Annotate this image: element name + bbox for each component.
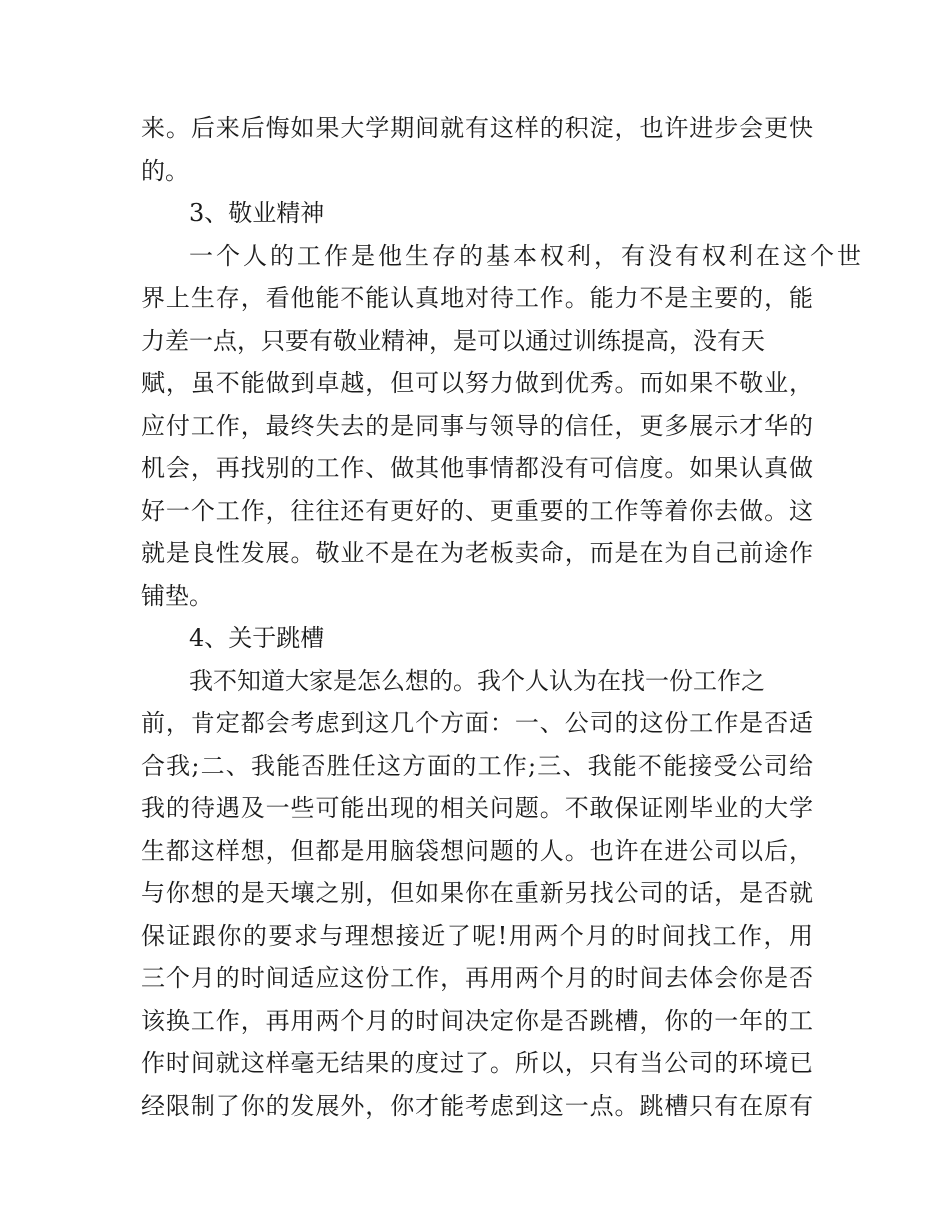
text-line: 好一个工作，往往还有更好的、更重要的工作等着你去做。这 (141, 496, 814, 525)
text-line: 应付工作，最终失去的是同事与领导的信任，更多展示才华的 (141, 411, 814, 440)
text-line: 作时间就这样毫无结果的度过了。所以，只有当公司的环境已 (141, 1049, 814, 1077)
text-line: 该换工作，再用两个月的时间决定你是否跳槽，你的一年的工 (141, 1006, 814, 1035)
paragraph-start-line: 我不知道大家是怎么想的。我个人认为在找一份工作之 (189, 666, 765, 695)
text-line: 就是良性发展。敬业不是在为老板卖命，而是在为自己前途作 (141, 539, 814, 567)
paragraph-start-line: 3、敬业精神 (189, 199, 325, 227)
document-body (141, 107, 864, 1127)
text-line: 与你想的是天壤之别，但如果你在重新另找公司的话，是否就 (141, 879, 814, 907)
text-line: 机会，再找别的工作、做其他事情都没有可信度。如果认真做 (141, 454, 814, 482)
text-line: 界上生存，看他能不能认真地对待工作。能力不是主要的，能 (141, 284, 814, 312)
text-line: 前，肯定都会考虑到这几个方面：一、公司的这份工作是否适 (141, 709, 814, 737)
text-line: 赋，虽不能做到卓越，但可以努力做到优秀。而如果不敬业， (141, 369, 814, 397)
text-line: 三个月的时间适应这份工作，再用两个月的时间去体会你是否 (141, 964, 814, 992)
text-line: 保证跟你的要求与理想接近了呢!用两个月的时间找工作，用 (141, 921, 815, 950)
text-line: 来。后来后悔如果大学期间就有这样的积淀，也许进步会更快 (141, 114, 814, 142)
text-line: 的。 (141, 156, 189, 185)
paragraph-start-line: 一个人的工作是他生存的基本权利，有没有权利在这个世 (189, 241, 864, 270)
paragraph-start-line: 4、关于跳槽 (189, 624, 325, 652)
text-line: 力差一点，只要有敬业精神，是可以通过训练提高，没有天 (141, 326, 765, 355)
text-line: 铺垫。 (141, 581, 213, 610)
text-line: 生都这样想，但都是用脑袋想问题的人。也许在进公司以后， (141, 836, 814, 865)
text-line: 合我;二、我能否胜任这方面的工作;三、我能不能接受公司给 (141, 751, 815, 780)
text-line: 我的待遇及一些可能出现的相关问题。不敢保证刚毕业的大学 (141, 794, 814, 822)
text-line: 经限制了你的发展外，你才能考虑到这一点。跳槽只有在原有 (141, 1091, 814, 1120)
